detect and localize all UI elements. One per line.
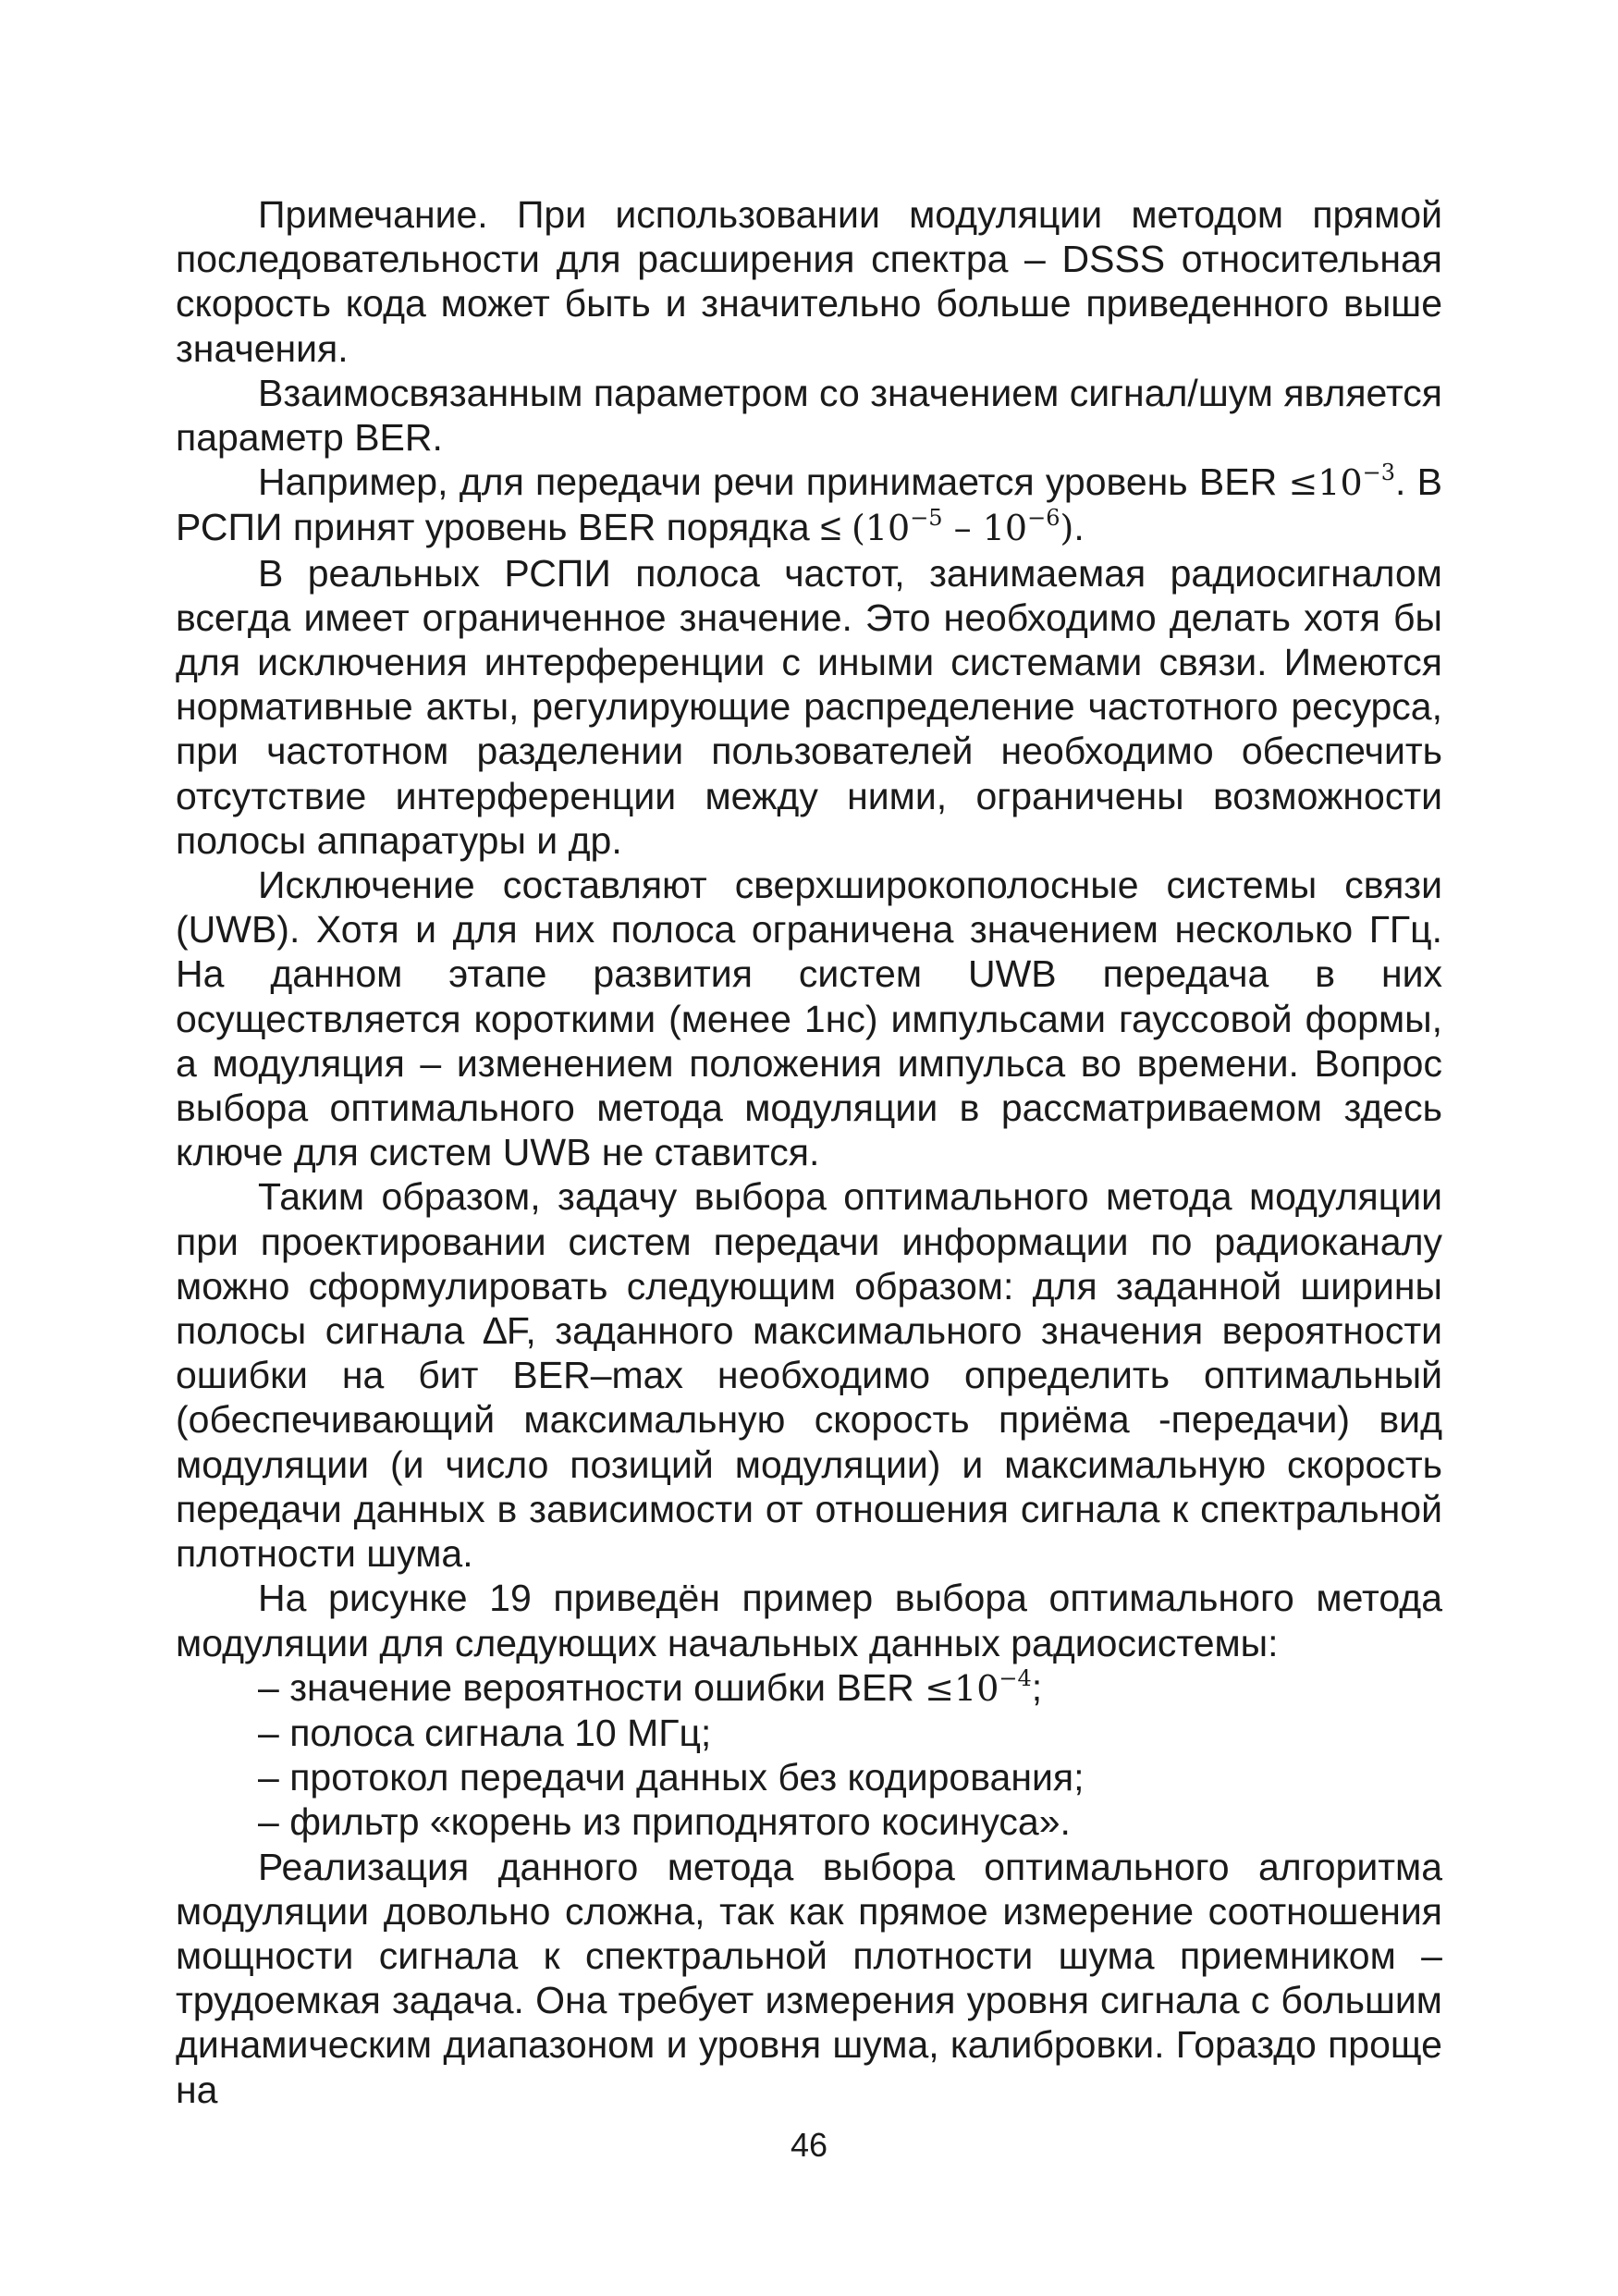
list-item-end: ;	[1031, 1665, 1043, 1709]
paragraph-uwb: Исключение составляют сверхширокополосные системы связи (UWB). Хотя и для них полоса ограничена значением несколько ГГц. На данном этапе развития систем UWB передача в них осуществляется короткими (менее 1нс) импульсами гауссовой формы, а модуляция – изменением положения импульса во времени. Вопрос выбора оптимального метода модуляции в рассматриваемом здесь ключе для систем UWB не ставится.	[176, 864, 1442, 1174]
list-item-text: – значение вероятности ошибки BER	[258, 1665, 925, 1709]
range-dash: –	[942, 508, 983, 549]
power-base: 10	[982, 508, 1028, 549]
power-base: 10	[864, 508, 911, 549]
ber-text-end: .	[1073, 506, 1085, 549]
ber-formula-list	[925, 1664, 1032, 1709]
list-item-filter: – фильтр «корень из приподнятого косинуса».	[258, 1800, 1071, 1844]
ber-formula-voice	[1288, 462, 1395, 503]
le-symbol: ≤	[1288, 462, 1318, 504]
power-exponent: −5	[910, 505, 943, 532]
paren-open: (	[852, 508, 865, 549]
power-exponent: −3	[1362, 460, 1396, 486]
page-number: 46	[790, 2126, 828, 2164]
list-item-protocol: – протокол передачи данных без кодирования;	[258, 1756, 1085, 1799]
page-body	[176, 192, 1442, 2112]
paragraph-note: Примечание. При использовании модуляции методом прямой последовательности для расширения спектра – DSSS относительная скорость кода может быть и значительно больше приведенного выше значения.	[176, 193, 1442, 370]
paragraph-implementation: Реализация данного метода выбора оптимального алгоритма модуляции довольно сложна, так как прямое измерение соотношения мощности сигнала к спектральной плотности шума приемником – трудоемкая задача. Она требует измерения уровня сигнала с большим динамическим диапазоном и уровня шума, калибровки. Гораздо проще на	[176, 1845, 1442, 2111]
paragraph-task-statement: Таким образом, задачу выбора оптимального метода модуляции при проектировании систем передачи информации по радиоканалу можно сформулировать следующим образом: для заданной ширины полосы сигнала ∆F, заданного максимального значения вероятности ошибки на бит BER–max необходимо определить оптимальный (обеспечивающий максимальную скорость приёма -передачи) вид модуляции (и число позиций модуляции) и максимальную скорость передачи данных в зависимости от отношения сигнала к спектральной плотности шума.	[176, 1175, 1442, 1576]
power-exponent: −6	[1027, 505, 1060, 532]
power-base: 10	[954, 1667, 999, 1709]
ber-text-before: Например, для передачи речи принимается уровень BER	[258, 460, 1289, 504]
paragraph-ber-parameter: Взаимосвязанным параметром со значением сигнал/шум является параметр BER.	[176, 371, 1442, 460]
power-base: 10	[1318, 462, 1363, 504]
paragraph-ber-levels	[176, 460, 1442, 550]
list-item-ber	[176, 1665, 1442, 1711]
power-exponent: −4	[999, 1664, 1032, 1691]
le-symbol: ≤	[925, 1667, 955, 1709]
paragraph-figure-example: На рисунке 19 приведён пример выбора оптимального метода модуляции для следующих начальных данных радиосистемы:	[176, 1577, 1442, 1664]
ber-formula-rspi	[852, 505, 1074, 549]
paragraph-bandwidth-limits: В реальных РСПИ полоса частот, занимаемая радиосигналом всегда имеет ограниченное значение. Это необходимо делать хотя бы для исключения интерференции с иными системами связи. Имеются нормативные акты, регулирующие распределение частотного ресурса, при частотном разделении пользователей необходимо обеспечить отсутствие интерференции между ними, ограничены возможности полосы аппаратуры и др.	[176, 551, 1442, 862]
paren-close: )	[1060, 508, 1074, 549]
list-item-bandwidth: – полоса сигнала 10 МГц;	[258, 1711, 712, 1754]
ber-text-mid: . В РСПИ принят уровень BER порядка ≤	[176, 460, 1442, 549]
